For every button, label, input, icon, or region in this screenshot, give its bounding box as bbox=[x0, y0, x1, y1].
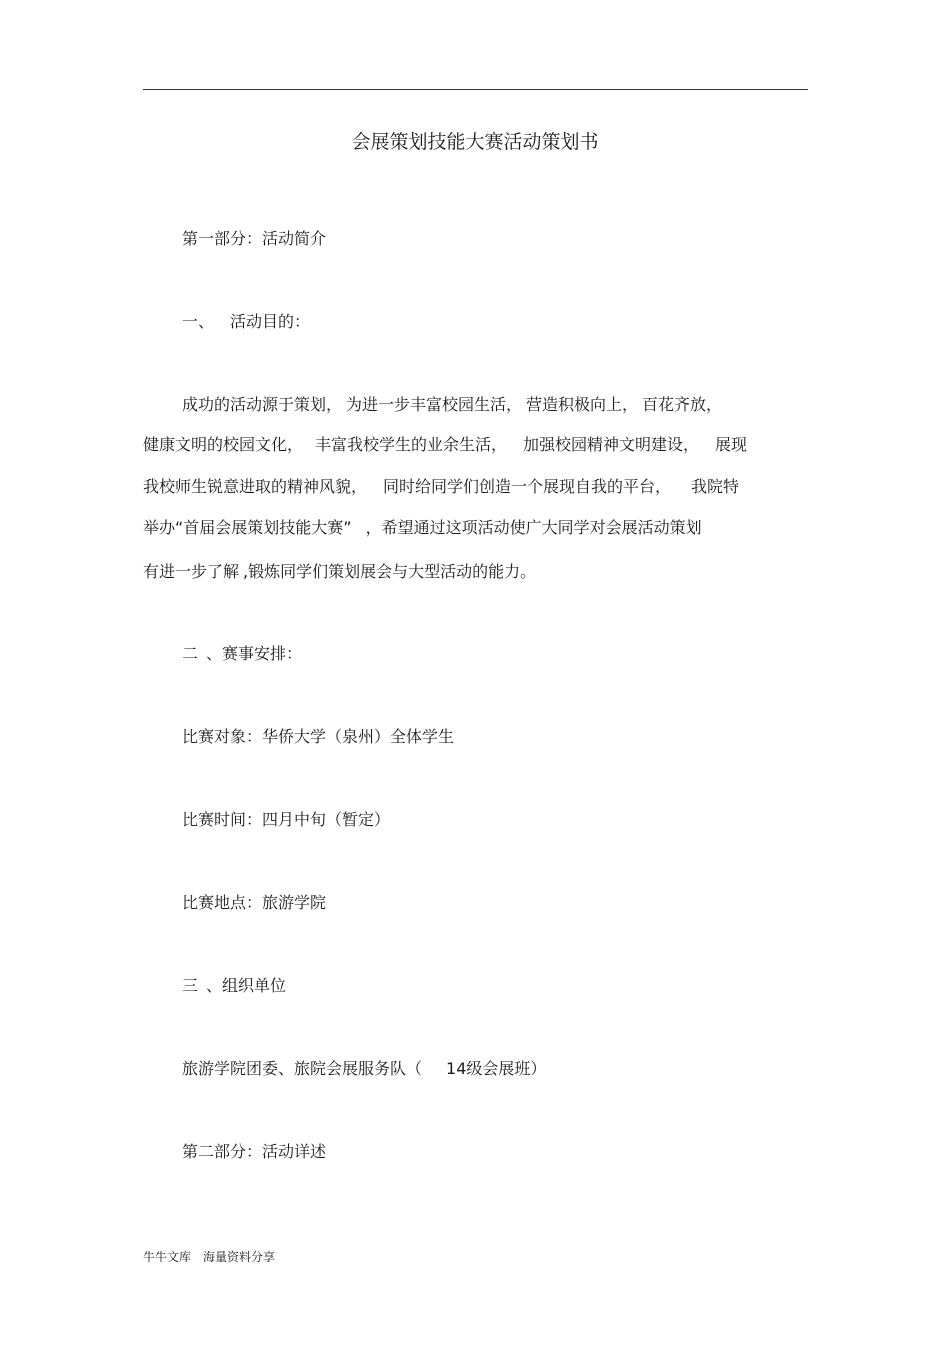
section1-heading bbox=[182, 311, 310, 333]
section1-number: 一、 bbox=[182, 312, 215, 331]
purpose-text: 展现 bbox=[715, 435, 748, 454]
purpose-text: 健康文明的校园文化， bbox=[143, 435, 304, 454]
purpose-text: 同时给同学们创造一个展现自我的平台， bbox=[383, 477, 672, 496]
contest-time: 比赛时间：四月中旬（暂定） bbox=[182, 810, 391, 829]
document-title: 会展策划技能大赛活动策划书 bbox=[351, 131, 599, 153]
purpose-text: 有进一步了解 bbox=[143, 562, 240, 581]
part1-heading: 第一部分：活动简介 bbox=[182, 229, 327, 248]
section2-heading bbox=[182, 643, 302, 665]
footer-brand: 牛牛文库 bbox=[143, 1250, 192, 1264]
section3-label: 、组织单位 bbox=[206, 976, 287, 995]
organizer-class: 14级会展班） bbox=[446, 1059, 547, 1078]
purpose-text: 营造积极向上， bbox=[526, 395, 639, 414]
header-rule bbox=[143, 89, 808, 90]
purpose-text: 成功的活动源于策划， bbox=[182, 395, 343, 414]
section3-heading bbox=[182, 975, 286, 997]
purpose-text: 我校师生锐意进取的精神风貌， bbox=[143, 477, 368, 496]
section2-label: 、赛事安排： bbox=[206, 644, 303, 663]
purpose-text: 加强校园精神文明建设， bbox=[523, 435, 700, 454]
section2-number: 二 bbox=[182, 644, 199, 663]
footer bbox=[143, 1248, 275, 1266]
part2-heading: 第二部分：活动详述 bbox=[182, 1142, 327, 1161]
purpose-line-5 bbox=[143, 561, 536, 583]
purpose-line-1 bbox=[182, 394, 722, 416]
purpose-text: 举办“首届会展策划技能大赛” bbox=[143, 518, 352, 537]
organizer-text: 旅游学院团委、旅院会展服务队（ bbox=[182, 1059, 423, 1078]
organizer bbox=[182, 1058, 546, 1080]
purpose-text: 我院特 bbox=[691, 477, 740, 496]
purpose-text: ，希望通过这项活动使广大同学对会展活动策划 bbox=[365, 518, 702, 537]
purpose-text: 百花齐放， bbox=[642, 395, 723, 414]
purpose-line-2 bbox=[143, 434, 747, 456]
section3-number: 三 bbox=[182, 976, 199, 995]
contest-location: 比赛地点：旅游学院 bbox=[182, 893, 327, 912]
footer-slogan: 海量资料分享 bbox=[203, 1250, 276, 1264]
purpose-text: 丰富我校学生的业余生活， bbox=[315, 435, 508, 454]
purpose-text: ,锻炼同学们策划展会与大型活动的能力。 bbox=[243, 562, 537, 581]
purpose-line-4 bbox=[143, 517, 702, 539]
purpose-line-3 bbox=[143, 476, 739, 498]
section1-label: 活动目的： bbox=[230, 312, 311, 331]
contest-target: 比赛对象：华侨大学（泉州）全体学生 bbox=[182, 727, 455, 746]
purpose-text: 为进一步丰富校园生活， bbox=[346, 395, 523, 414]
